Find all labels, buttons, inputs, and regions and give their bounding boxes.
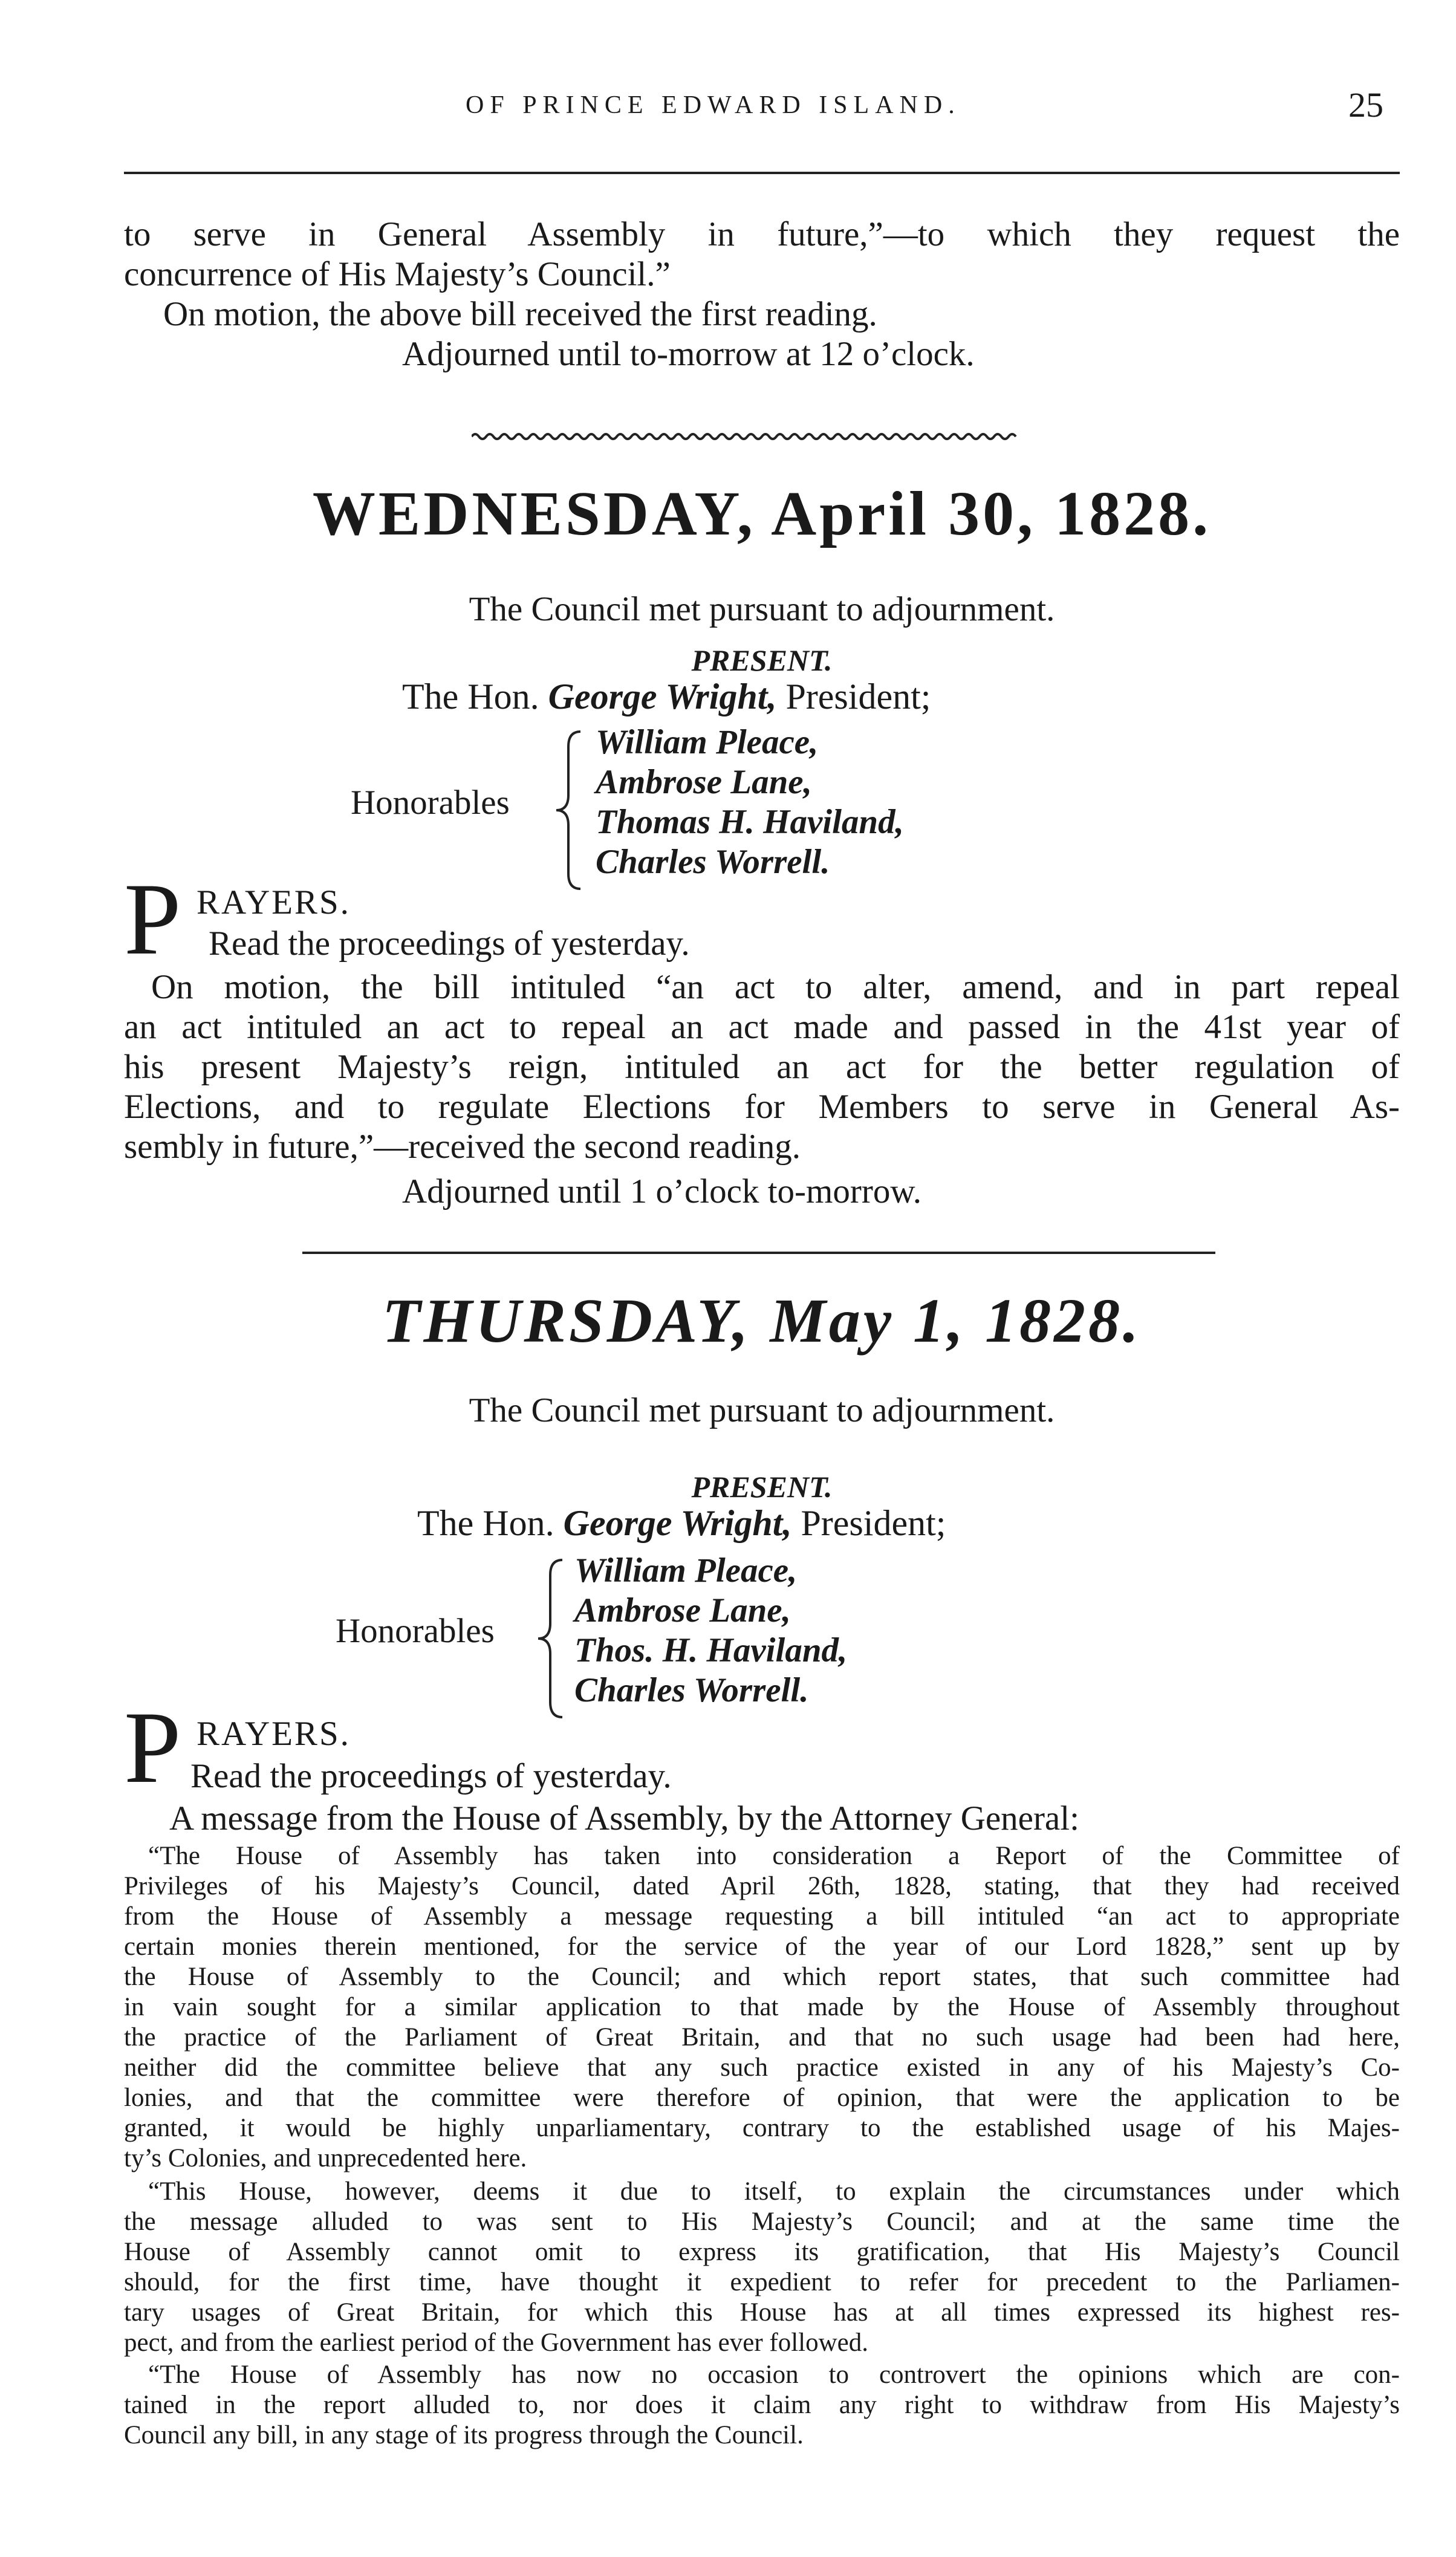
text-line: Elections, and to regulate Elections for Members to serve in General As- — [124, 1088, 1400, 1126]
president-title: President; — [785, 677, 931, 716]
prayers-heading: RAYERS. — [197, 1715, 351, 1753]
prayers-drop-cap: P — [124, 862, 181, 976]
present-label: PRESENT. — [691, 643, 833, 677]
text-line: “The House of Assembly has now no occasion to controvert the opinions which are con- — [148, 2360, 1400, 2389]
text-line: to serve in General Assembly in future,”—to which they request the — [124, 215, 1400, 253]
member-list — [574, 1551, 847, 1711]
text-line: an act intituled an act to repeal an act made and passed in the 41st year of — [124, 1008, 1400, 1046]
president-name: George Wright, — [563, 1503, 792, 1543]
member-name: William Pleace, — [574, 1551, 798, 1590]
assembly-message-intro: A message from the House of Assembly, by the Attorney General: — [169, 1799, 1079, 1837]
text-line: House of Assembly cannot omit to express its gratification, that His Majesty’s Council — [124, 2238, 1400, 2266]
member-name: Charles Worrell. — [574, 1671, 809, 1709]
hon-prefix: The Hon. — [402, 677, 539, 716]
intro-paragraph — [124, 215, 1400, 294]
text-line: ty’s Colonies, and unprecedented here. — [124, 2144, 527, 2172]
day-heading-wednesday: WEDNESDAY, April 30, 1828. — [312, 479, 1212, 548]
running-head: OF PRINCE EDWARD ISLAND. — [466, 91, 961, 119]
president-name: George Wright, — [548, 677, 777, 716]
text-line: neither did the committee believe that any such practice existed in any of his Majesty’s Co- — [124, 2053, 1400, 2082]
text-line: pect, and from the earliest period of the Government has ever followed. — [124, 2328, 869, 2357]
member-name: William Pleace, — [596, 723, 819, 761]
text-line: should, for the first time, have thought it expedient to refer for precedent to the Parliamen- — [124, 2268, 1400, 2296]
day-heading-thursday: THURSDAY, May 1, 1828. — [382, 1286, 1142, 1356]
text-line: Council any bill, in any stage of its progress through the Council. — [124, 2421, 804, 2449]
text-line: sembly in future,”—received the second reading. — [124, 1128, 801, 1166]
read-proceedings: Read the proceedings of yesterday. — [190, 1757, 672, 1795]
text-line: the practice of the Parliament of Great Britain, and that no such usage had been had here, — [124, 2023, 1400, 2052]
member-name: Thos. H. Haviland, — [574, 1631, 848, 1669]
text-line: granted, it would be highly unparliamentary, contrary to the established usage of his Majes- — [124, 2114, 1400, 2142]
honorables-label: Honorables — [336, 1612, 495, 1650]
message-paragraph-3 — [124, 2360, 1400, 2451]
text-line: certain monies therein mentioned, for the service of the year of our Lord 1828,” sent up by — [124, 1932, 1400, 1961]
section-rule — [302, 1252, 1215, 1254]
page-number: 25 — [1348, 85, 1383, 125]
council-met-line: The Council met pursuant to adjournment. — [469, 590, 1055, 628]
message-paragraph-1 — [124, 1841, 1400, 2174]
text-line: in vain sought for a similar application to that made by the House of Assembly throughout — [124, 1993, 1400, 2021]
text-line: lonies, and that the committee were therefore of opinion, that were the application to be — [124, 2084, 1400, 2112]
honorables-label: Honorables — [351, 784, 510, 822]
text-line: concurrence of His Majesty’s Council.” — [124, 255, 671, 293]
member-name: Thomas H. Haviland, — [596, 803, 904, 841]
curly-brace-icon — [550, 729, 587, 892]
member-name: Charles Worrell. — [596, 843, 830, 881]
text-line: On motion, the bill intituled “an act to alter, amend, and in part repeal — [151, 968, 1400, 1006]
president-line — [402, 676, 931, 718]
president-line — [417, 1503, 946, 1544]
read-proceedings: Read the proceedings of yesterday. — [209, 924, 690, 963]
day1-adjourned: Adjourned until 1 o’clock to-morrow. — [402, 1172, 922, 1210]
message-paragraph-2 — [124, 2177, 1400, 2358]
header-rule — [124, 172, 1400, 174]
prayers-drop-cap: P — [124, 1691, 181, 1804]
text-line: the House of Assembly to the Council; and which report states, that such committee had — [124, 1963, 1400, 1991]
intro-motion: On motion, the above bill received the first reading. — [163, 295, 877, 333]
prayers-heading: RAYERS. — [197, 883, 351, 921]
text-line: his present Majesty’s reign, intituled an act for the better regulation of — [124, 1048, 1400, 1086]
present-label: PRESENT. — [691, 1470, 833, 1504]
ornamental-wavy-rule — [472, 430, 1028, 443]
text-line: “The House of Assembly has taken into consideration a Report of the Committee of — [148, 1842, 1400, 1870]
text-line: from the House of Assembly a message requesting a bill intituled “an act to appropriate — [124, 1902, 1400, 1931]
member-name: Ambrose Lane, — [574, 1591, 791, 1629]
text-line: “This House, however, deems it due to itself, to explain the circumstances under which — [148, 2177, 1400, 2206]
council-met-line: The Council met pursuant to adjournment. — [469, 1391, 1055, 1429]
member-name: Ambrose Lane, — [596, 763, 812, 801]
text-line: the message alluded to was sent to His Majesty’s Council; and at the same time the — [124, 2208, 1400, 2236]
intro-adjourned: Adjourned until to-morrow at 12 o’clock. — [402, 335, 975, 373]
hon-prefix: The Hon. — [417, 1503, 554, 1543]
curly-brace-icon — [532, 1557, 568, 1720]
text-line: Privileges of his Majesty’s Council, dated April 26th, 1828, stating, that they had received — [124, 1872, 1400, 1900]
president-title: President; — [801, 1503, 946, 1543]
member-list — [596, 723, 904, 882]
day1-body-paragraph — [124, 967, 1400, 1167]
text-line: tary usages of Great Britain, for which this House has at all times expressed its highest res- — [124, 2298, 1400, 2327]
text-line: tained in the report alluded to, nor does it claim any right to withdraw from His Majesty’s — [124, 2391, 1400, 2419]
